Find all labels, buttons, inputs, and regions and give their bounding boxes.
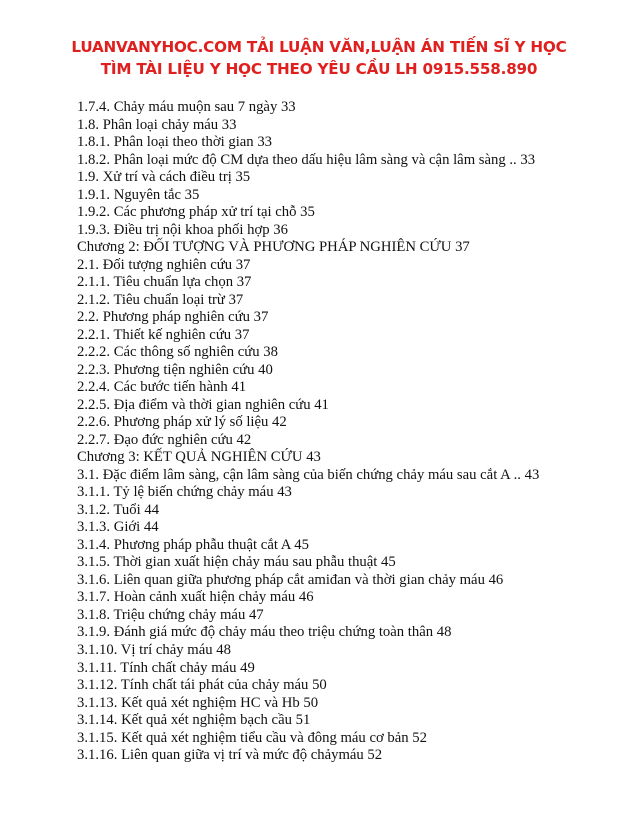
toc-entry: 3.1.8. Triệu chứng chảy máu 47 — [77, 606, 264, 623]
toc-entry: 3.1.6. Liên quan giữa phương pháp cắt amiđan và thời gian chảy máu 46 — [77, 571, 504, 588]
header-line-1: LUANVANYHOC.COM TẢI LUẬN VĂN,LUẬN ÁN TIẾN SĨ Y HỌC — [71, 38, 567, 56]
toc-chapter-heading: Chương 2: ĐỐI TƯỢNG VÀ PHƯƠNG PHÁP NGHIÊN CỨU 37 — [77, 239, 470, 256]
toc-entry: 3.1. Đặc điểm lâm sàng, cận lâm sàng của biến chứng chảy máu sau cắt A .. 43 — [77, 466, 540, 483]
toc-entry: 3.1.15. Kết quả xét nghiệm tiểu cầu và đông máu cơ bản 52 — [77, 729, 427, 746]
table-of-contents — [77, 99, 607, 765]
toc-entry: 2.2.5. Địa điểm và thời gian nghiên cứu 41 — [77, 396, 329, 413]
toc-entry: 1.8.1. Phân loại theo thời gian 33 — [77, 134, 273, 151]
header-line-2: TÌM TÀI LIỆU Y HỌC THEO YÊU CẦU LH 0915.558.890 — [100, 60, 538, 78]
toc-entry: 2.2.2. Các thông số nghiên cứu 38 — [77, 344, 278, 361]
toc-entry: 1.9.1. Nguyên tắc 35 — [77, 186, 200, 203]
toc-entry: 2.2.4. Các bước tiến hành 41 — [77, 379, 247, 396]
toc-entry: 2.1. Đối tượng nghiên cứu 37 — [77, 256, 251, 273]
toc-entry: 1.7.4. Chảy máu muộn sau 7 ngày 33 — [77, 99, 296, 115]
page-header — [0, 36, 638, 80]
toc-entry: 3.1.12. Tính chất tái phát của chảy máu 50 — [77, 677, 327, 694]
toc-entry: 2.2.7. Đạo đức nghiên cứu 42 — [77, 431, 252, 448]
toc-entry: 2.2.6. Phương pháp xử lý số liệu 42 — [77, 414, 287, 431]
toc-entry: 2.1.2. Tiêu chuẩn loại trừ 37 — [77, 291, 244, 308]
toc-entry: 1.8. Phân loại chảy máu 33 — [77, 116, 237, 133]
toc-entry: 3.1.5. Thời gian xuất hiện chảy máu sau phẫu thuật 45 — [77, 554, 396, 571]
toc-entry: 1.8.2. Phân loại mức độ CM dựa theo dấu hiệu lâm sàng và cận lâm sàng .. 33 — [77, 151, 536, 168]
toc-entry: 3.1.2. Tuổi 44 — [77, 501, 160, 518]
toc-entry: 3.1.9. Đánh giá mức độ chảy máu theo triệu chứng toàn thân 48 — [77, 624, 452, 641]
toc-entry: 3.1.13. Kết quả xét nghiệm HC và Hb 50 — [77, 694, 319, 711]
toc-entry: 3.1.16. Liên quan giữa vị trí và mức độ chảymáu 52 — [77, 747, 383, 764]
toc-chapter-heading: Chương 3: KẾT QUẢ NGHIÊN CỨU 43 — [77, 449, 321, 466]
toc-entry: 3.1.14. Kết quả xét nghiệm bạch cầu 51 — [77, 712, 311, 729]
toc-entry: 1.9.2. Các phương pháp xử trí tại chỗ 35 — [77, 204, 315, 221]
toc-entry: 3.1.10. Vị trí chảy máu 48 — [77, 641, 231, 658]
toc-entry: 2.1.1. Tiêu chuẩn lựa chọn 37 — [77, 274, 252, 291]
toc-entry: 3.1.3. Giới 44 — [77, 519, 159, 536]
toc-entry: 3.1.11. Tính chất chảy máu 49 — [77, 659, 255, 676]
toc-entry: 2.2.1. Thiết kế nghiên cứu 37 — [77, 326, 250, 343]
toc-entry: 3.1.7. Hoàn cảnh xuất hiện chảy máu 46 — [77, 589, 314, 606]
toc-entry: 3.1.1. Tỷ lệ biến chứng chảy máu 43 — [77, 484, 292, 501]
toc-entry: 2.2.3. Phương tiện nghiên cứu 40 — [77, 361, 273, 378]
toc-entry: 3.1.4. Phương pháp phẫu thuật cắt A 45 — [77, 536, 309, 553]
toc-entry: 1.9. Xử trí và cách điều trị 35 — [77, 169, 251, 186]
toc-entry: 2.2. Phương pháp nghiên cứu 37 — [77, 309, 269, 326]
toc-entry: 1.9.3. Điều trị nội khoa phối hợp 36 — [77, 221, 288, 238]
